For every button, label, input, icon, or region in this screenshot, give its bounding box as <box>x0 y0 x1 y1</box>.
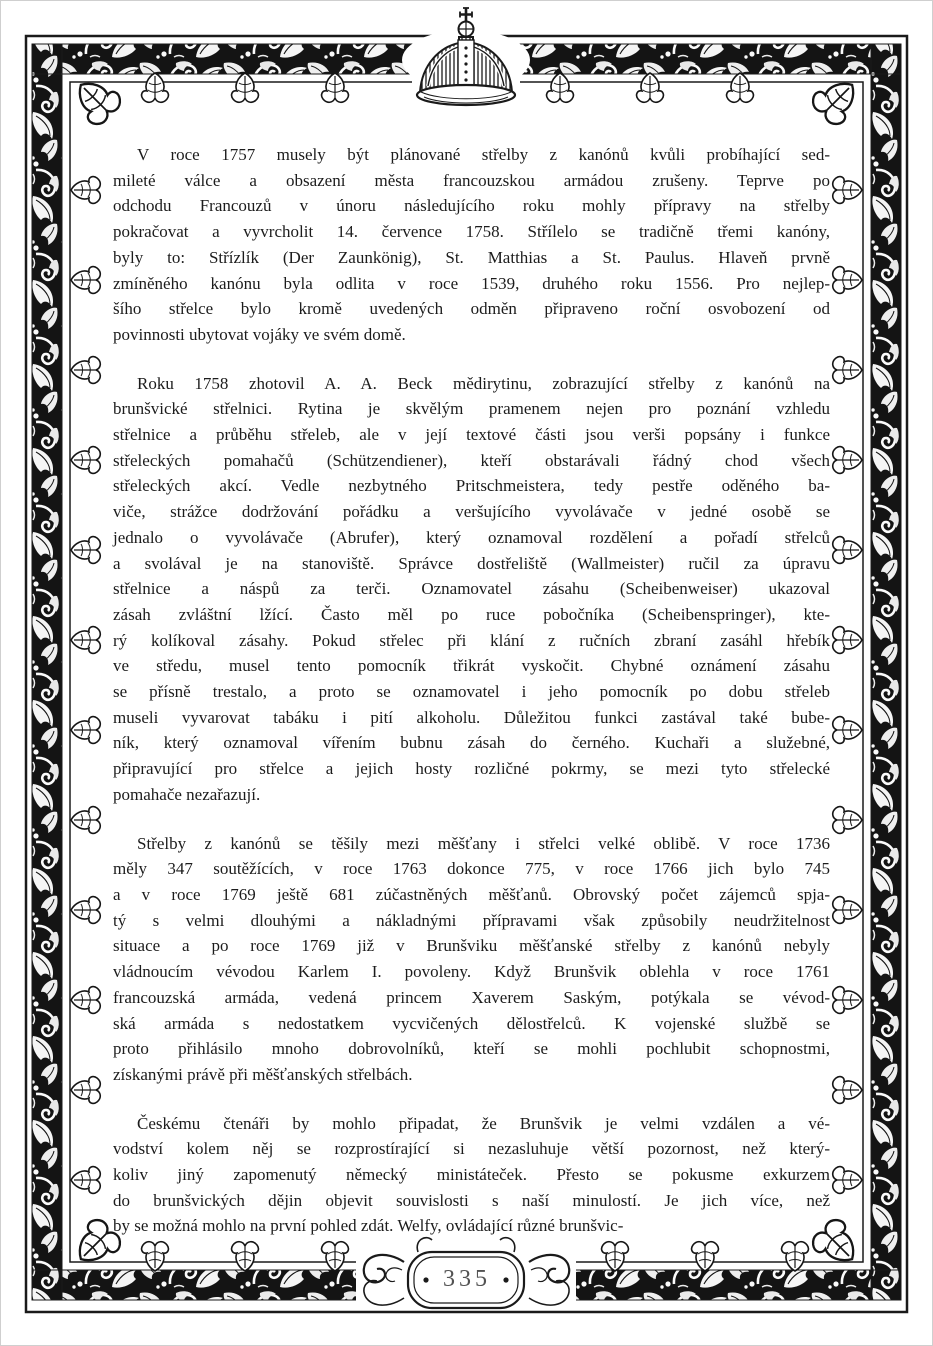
text-column <box>113 142 830 1262</box>
text-line: rý kolíkoval zásahy. Pokud střelec při klání z ručních zbraní zasáhl hřebík <box>113 630 830 650</box>
text-line: jednalo o vyvolávače (Abrufer), který oznamoval rozdělení a pořadí střelců <box>113 527 830 547</box>
text-line: povinnosti ubytovat vojáky ve svém domě. <box>113 324 406 344</box>
text-line: odchodu Francouzů v únoru následujícího roku mohly přípravy na střelby <box>113 196 830 216</box>
text-line: střeleckých pomahačů (Schützendiener), kteří obstarávali řádný chod všech <box>113 450 830 470</box>
text-line: francouzská armáda, vedená princem Xaverem Saským, potýkala se vévod- <box>113 987 830 1007</box>
paragraph <box>113 831 830 1088</box>
text-line: ská armáda s nedostatkem vycvičených dělostřelců. K vojenské službě se <box>113 1013 830 1033</box>
text-line: mileté válce a obsazení města francouzskou armádou zrušeny. Teprve po <box>113 170 830 190</box>
text-line: střeleckých akcí. Vedle nezbytného Pritschmeistera, tedy pestře oděného ba- <box>113 476 830 496</box>
text-line: byly to: Střízlík (Der Zaunkönig), St. Matthias a St. Paulus. Hlaveň prvně <box>113 247 830 267</box>
text-line: viče, strážce dodržování pořádku a veršujícího vyvolávače v jedné osobě se <box>113 502 830 522</box>
text-line: pomahače nezařazují. <box>113 784 261 804</box>
text-line: koliv jiný zapomenutý německý ministáteček. Přesto se pokusme exkurzem <box>113 1165 830 1185</box>
text-line: vodství kolem něj se rozprostírající si nezasluhuje větší pozornost, než který- <box>113 1139 830 1159</box>
text-line: měly 347 soutěžících, v roce 1763 dokonce 775, v roce 1766 jich bylo 745 <box>113 859 830 879</box>
text-line: tý s velmi dlouhými a nákladnými přípravami však způsobily neudržitelnost <box>113 910 830 930</box>
text-line: Roku 1758 zhotovil A. A. Beck mědirytinu, zobrazující střelby z kanónů na <box>137 373 830 393</box>
text-line: a v roce 1769 ještě 681 zúčastněných měšťanů. Obrovský počet zájemců spja- <box>113 884 830 904</box>
text-line: vládnoucím vévodou Karlem I. povoleny. Když Brunšvik oblehla v roce 1761 <box>113 962 830 982</box>
text-line: se přísně trestalo, a proto se oznamovatel i jeho pomocník po dobu střeleb <box>113 682 830 702</box>
text-line: situace a po roce 1769 již v Brunšviku měšťanské střelby z kanónů nebyly <box>113 936 830 956</box>
text-line: střelnice a průběhu střeleb, ale v její textové části jsou verši popsány i funkce <box>113 425 830 445</box>
text-line: proto přihlásilo mnoho dobrovolníků, kteří se mohli pochlubit schopnostmi, <box>113 1039 830 1059</box>
text-line: zmíněného kanónu byla odlita v roce 1539, druhého roku 1556. Pro nejlep- <box>113 273 830 293</box>
crown-icon <box>402 8 530 108</box>
text-line: získanými právě při měšťanských střelbách. <box>113 1064 413 1084</box>
text-line: střelnice a náspů za terči. Oznamovatel zásahu (Scheibenweiser) ukazoval <box>113 579 830 599</box>
text-line: do brunšvických dějin objevit souvislosti s naší minulostí. Je jich více, než <box>113 1190 830 1210</box>
text-line: V roce 1757 musely být plánované střelby z kanónů kvůli probíhající sed- <box>137 145 830 164</box>
text-line: a svolával je na stanoviště. Správce dostřeliště (Wallmeister) ručil za úpravu <box>113 553 830 573</box>
paragraph <box>113 371 830 808</box>
text-line: Českému čtenáři by mohlo připadat, že Brunšvik je velmi vzdálen a vé- <box>137 1113 830 1133</box>
paragraph <box>113 142 830 348</box>
text-line: šího střelce bylo kromě uvedených odměn připraveno roční osvobození od <box>113 299 830 319</box>
text-line: pokračovat a vyvrcholit 14. července 1758. Střílelo se tradičně třemi kanóny, <box>113 222 830 242</box>
page-number: 335 <box>443 1266 491 1292</box>
text-line: připravující pro střelce a jejich hosty rozličné pokrmy, se mezi tyto střelecké <box>113 759 830 779</box>
text-line: ník, který oznamoval vířením bubnu zásah do černého. Kuchaři a služebné, <box>113 733 830 753</box>
text-line: zásah zvláštní lžící. Často měl po ruce pobočníka (Scheibenspringer), kte- <box>113 604 830 624</box>
text-line: Střelby z kanónů se těšily mezi měšťany i střelci velké oblibě. V roce 1736 <box>137 833 830 853</box>
text-line: museli vyvarovat tabáku i pití alkoholu. Důležitou funkci zastával také bube- <box>113 707 830 727</box>
text-line: ve středu, musel tento pomocník třikrát vyskočit. Chybné oznámení zásahu <box>113 656 830 676</box>
text-line: brunšvické střelnici. Rytina je skvělým pramenem nejen pro poznání vzhledu <box>113 399 830 419</box>
paragraph <box>113 1111 830 1240</box>
text-line: by se možná mohlo na první pohled zdát. Welfy, ovládající různé brunšvic- <box>113 1216 624 1236</box>
